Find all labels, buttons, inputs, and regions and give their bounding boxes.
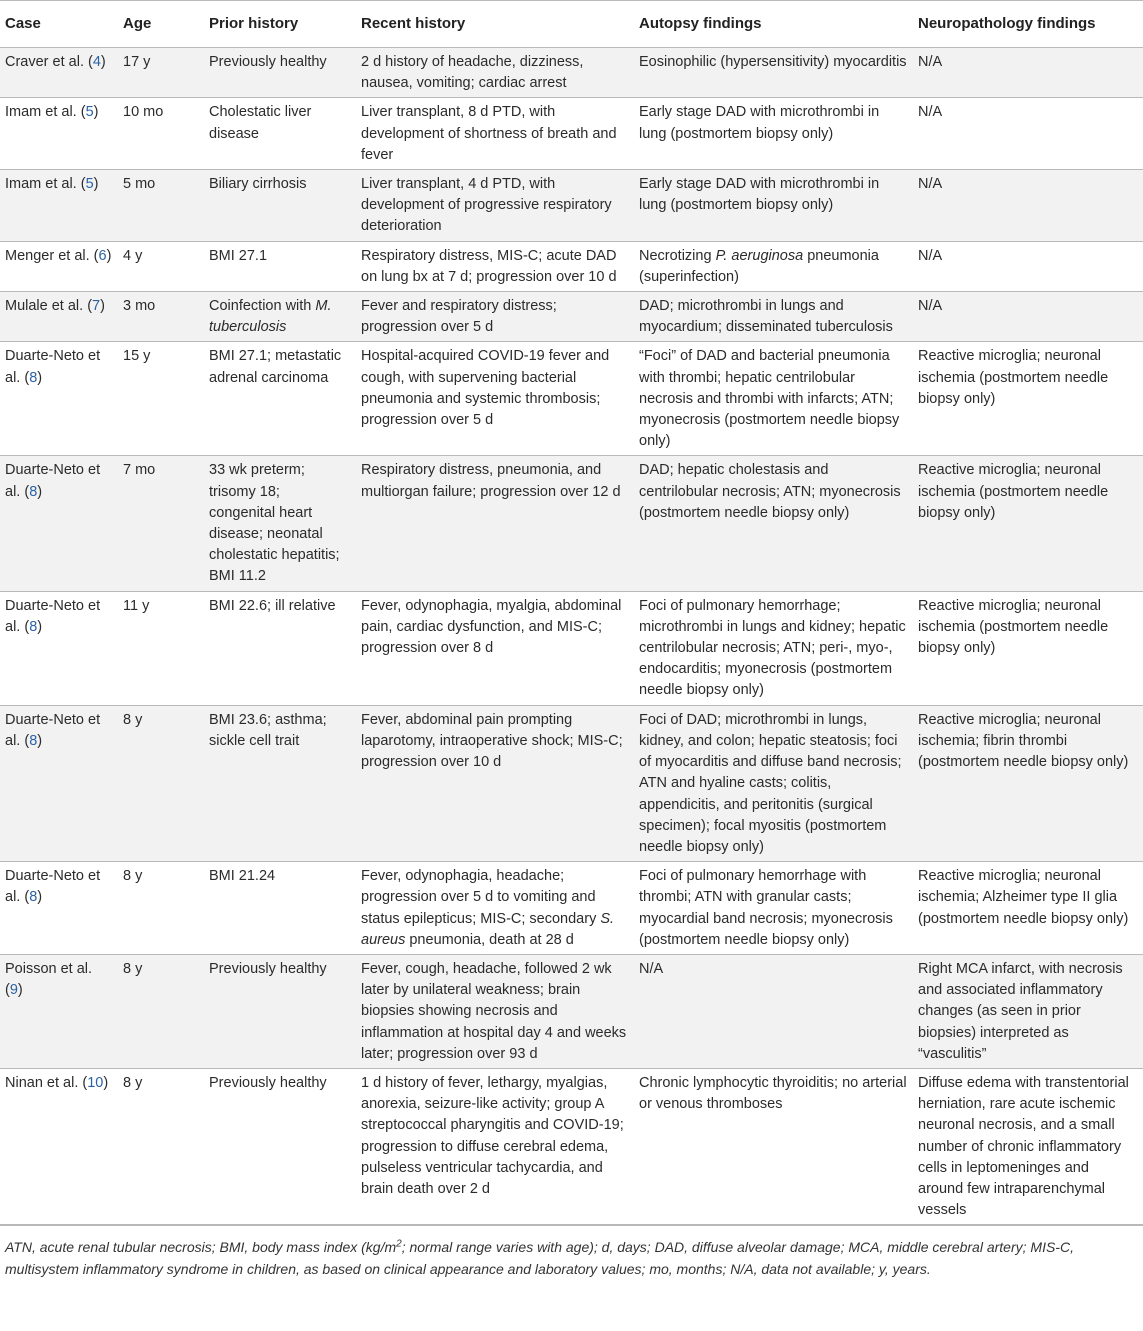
cell-case: Imam et al. (5) xyxy=(0,98,118,170)
reference-link[interactable]: 8 xyxy=(29,483,38,500)
cell-recent-history: Fever, odynophagia, myalgia, abdominal pain, cardiac dysfunction, and MIS-C; progression over 8 d xyxy=(356,591,634,705)
table-row xyxy=(0,98,1143,170)
table-row xyxy=(0,292,1143,342)
cell-case: Duarte-Neto et al. (8) xyxy=(0,862,118,955)
cell-prior-history: Previously healthy xyxy=(204,954,356,1068)
cell-recent-history-text-end: pneumonia, death at 28 d xyxy=(405,931,574,948)
cell-case: Duarte-Neto et al. (8) xyxy=(0,342,118,456)
cell-case: Duarte-Neto et al. (8) xyxy=(0,591,118,705)
reference-link[interactable]: 4 xyxy=(92,54,101,70)
cell-neuropathology-findings: N/A xyxy=(913,170,1143,242)
cell-prior-history-italic: M. tuberculosis xyxy=(209,298,332,336)
header-autopsy-findings: Autopsy findings xyxy=(634,1,913,48)
cell-age: 8 y xyxy=(118,862,204,955)
cell-neuropathology-findings: Reactive microglia; neuronal ischemia; Alzheimer type II glia (postmortem needle biopsy only) xyxy=(913,862,1143,955)
reference-link[interactable]: 10 xyxy=(87,1074,104,1091)
cell-case: Craver et al. (4) xyxy=(0,48,118,98)
cell-recent-history: Respiratory distress, pneumonia, and multiorgan failure; progression over 12 d xyxy=(356,456,634,591)
cell-prior-history: Previously healthy xyxy=(204,48,356,98)
case-author: Menger et al. xyxy=(5,247,90,264)
case-author: Duarte-Neto et al. xyxy=(5,597,101,635)
header-recent-history: Recent history xyxy=(356,1,634,48)
cell-prior-history: BMI 23.6; asthma; sickle cell trait xyxy=(204,705,356,861)
cell-prior-history: Biliary cirrhosis xyxy=(204,170,356,242)
cell-autopsy-findings: “Foci” of DAD and bacterial pneumonia with thrombi; hepatic centrilobular necrosis and thrombi with infarcts; ATN; myonecrosis (postmortem needle biopsy only) xyxy=(634,342,913,456)
cell-case: Menger et al. (6) xyxy=(0,241,118,291)
cell-neuropathology-findings: N/A xyxy=(913,292,1143,342)
reference-link[interactable]: 7 xyxy=(92,298,101,315)
reference-link[interactable]: 6 xyxy=(98,247,107,264)
cell-case: Ninan et al. (10) xyxy=(0,1068,118,1224)
cell-age: 3 mo xyxy=(118,292,204,342)
case-author: Imam et al. xyxy=(5,176,77,193)
cell-neuropathology-findings: N/A xyxy=(913,241,1143,291)
cell-age: 5 mo xyxy=(118,170,204,242)
case-author: Ninan et al. xyxy=(5,1074,79,1091)
cell-case: Mulale et al. (7) xyxy=(0,292,118,342)
cell-prior-history xyxy=(204,292,356,342)
reference-link[interactable]: 8 xyxy=(29,732,38,749)
cell-age: 4 y xyxy=(118,241,204,291)
cell-prior-history-text: Coinfection with xyxy=(209,298,316,315)
cell-recent-history: Fever and respiratory distress; progression over 5 d xyxy=(356,292,634,342)
cell-autopsy-findings: Foci of pulmonary hemorrhage; microthrombi in lungs and kidney; hepatic centrilobular necrosis; ATN; peri-, myo-, endocarditis; myonecrosis (postmortem needle biopsy only) xyxy=(634,591,913,705)
cell-case: Duarte-Neto et al. (8) xyxy=(0,456,118,591)
cell-autopsy-findings: Chronic lymphocytic thyroiditis; no arterial or venous thromboses xyxy=(634,1068,913,1224)
cell-autopsy-findings-text-end: pneumonia (superinfection) xyxy=(639,247,879,285)
cell-case: Imam et al. (5) xyxy=(0,170,118,242)
cell-recent-history: 1 d history of fever, lethargy, myalgias, anorexia, seizure-like activity; group A streptococcal pharyngitis and COVID-19; progression to diffuse cerebral edema, pulseless ventricular tachycardia, and brain death over 2 d xyxy=(356,1068,634,1224)
table-row xyxy=(0,1068,1143,1224)
case-author: Duarte-Neto et al. xyxy=(5,462,101,500)
footnote-text-end: ; normal range varies with age); d, days; DAD, diffuse alveolar damage; MCA, middle cerebral artery; MIS-C, multisystem inflammatory syndrome in children, as based on clinical appearance and laboratory values; mo, months; N/A, data not available; y, years. xyxy=(5,1239,1074,1278)
cell-autopsy-findings: DAD; hepatic cholestasis and centrilobular necrosis; ATN; myonecrosis (postmortem needle biopsy only) xyxy=(634,456,913,591)
cell-recent-history: Liver transplant, 4 d PTD, with development of progressive respiratory deterioration xyxy=(356,170,634,242)
case-author: Mulale et al. xyxy=(5,298,84,315)
cell-autopsy-findings xyxy=(634,241,913,291)
cell-age: 10 mo xyxy=(118,98,204,170)
table-row xyxy=(0,48,1143,98)
reference-link[interactable]: 5 xyxy=(85,176,94,193)
table-row xyxy=(0,591,1143,705)
table-footnote xyxy=(0,1225,1143,1280)
table-row xyxy=(0,954,1143,1068)
cell-age: 15 y xyxy=(118,342,204,456)
table-body xyxy=(0,48,1143,1225)
cell-age: 8 y xyxy=(118,954,204,1068)
table-row xyxy=(0,705,1143,861)
cell-recent-history: Hospital-acquired COVID-19 fever and cough, with supervening bacterial pneumonia and systemic thrombosis; progression over 5 d xyxy=(356,342,634,456)
cell-autopsy-findings: Early stage DAD with microthrombi in lung (postmortem biopsy only) xyxy=(634,98,913,170)
reference-link[interactable]: 8 xyxy=(29,618,38,635)
cell-prior-history: BMI 27.1; metastatic adrenal carcinoma xyxy=(204,342,356,456)
table-row xyxy=(0,862,1143,955)
cell-age: 8 y xyxy=(118,1068,204,1224)
cell-recent-history-italic: S. aureus xyxy=(361,910,615,948)
cell-autopsy-findings: DAD; microthrombi in lungs and myocardium; disseminated tuberculosis xyxy=(634,292,913,342)
cell-case: Duarte-Neto et al. (8) xyxy=(0,705,118,861)
reference-link[interactable]: 8 xyxy=(29,889,38,906)
cell-age: 7 mo xyxy=(118,456,204,591)
table-row xyxy=(0,241,1143,291)
header-prior-history: Prior history xyxy=(204,1,356,48)
cell-autopsy-findings: Early stage DAD with microthrombi in lung (postmortem biopsy only) xyxy=(634,170,913,242)
case-author: Poisson et al. xyxy=(5,960,93,977)
table-row xyxy=(0,456,1143,591)
cell-recent-history: Respiratory distress, MIS-C; acute DAD on lung bx at 7 d; progression over 10 d xyxy=(356,241,634,291)
cell-neuropathology-findings: Right MCA infarct, with necrosis and associated inflammatory changes (as seen in prior biopsies) interpreted as “vasculitis” xyxy=(913,954,1143,1068)
cell-neuropathology-findings: N/A xyxy=(913,98,1143,170)
cell-autopsy-findings-text: Necrotizing xyxy=(639,247,716,264)
cell-recent-history: Fever, abdominal pain prompting laparotomy, intraoperative shock; MIS-C; progression over 10 d xyxy=(356,705,634,861)
cell-prior-history: Previously healthy xyxy=(204,1068,356,1224)
cell-age: 8 y xyxy=(118,705,204,861)
cell-autopsy-findings: Foci of pulmonary hemorrhage with thrombi; ATN with granular casts; myocardial band necrosis; myonecrosis (postmortem needle biopsy only) xyxy=(634,862,913,955)
header-row xyxy=(0,1,1143,48)
table-row xyxy=(0,342,1143,456)
cell-recent-history xyxy=(356,862,634,955)
cell-neuropathology-findings: Diffuse edema with transtentorial herniation, rare acute ischemic neuronal necrosis, and a small number of chronic inflammatory cells in leptomeninges and around few intraparenchymal vessels xyxy=(913,1068,1143,1224)
cell-neuropathology-findings: Reactive microglia; neuronal ischemia; fibrin thrombi (postmortem needle biopsy only) xyxy=(913,705,1143,861)
header-neuropathology-findings: Neuropathology findings xyxy=(913,1,1143,48)
cell-prior-history: BMI 21.24 xyxy=(204,862,356,955)
case-author: Craver et al. xyxy=(5,54,84,70)
cell-neuropathology-findings: N/A xyxy=(913,48,1143,98)
cell-age: 11 y xyxy=(118,591,204,705)
header-age: Age xyxy=(118,1,204,48)
footnote-text-start: ATN, acute renal tubular necrosis; BMI, body mass index (kg/m xyxy=(5,1239,397,1256)
case-author: Imam et al. xyxy=(5,104,77,121)
cell-prior-history: 33 wk preterm; trisomy 18; congenital heart disease; neonatal cholestatic hepatitis; BMI 11.2 xyxy=(204,456,356,591)
cell-neuropathology-findings: Reactive microglia; neuronal ischemia (postmortem needle biopsy only) xyxy=(913,342,1143,456)
cell-autopsy-findings: Eosinophilic (hypersensitivity) myocarditis xyxy=(634,48,913,98)
cell-age: 17 y xyxy=(118,48,204,98)
cell-prior-history: Cholestatic liver disease xyxy=(204,98,356,170)
reference-link[interactable]: 9 xyxy=(9,982,18,999)
cell-autopsy-findings: Foci of DAD; microthrombi in lungs, kidney, and colon; hepatic steatosis; foci of myocarditis and diffuse band necrosis; ATN and hyaline casts; colitis, appendicitis, and peritonitis (surgical specimen); focal myositis (postmortem needle biopsy only) xyxy=(634,705,913,861)
cell-prior-history: BMI 27.1 xyxy=(204,241,356,291)
cell-recent-history: Fever, cough, headache, followed 2 wk later by unilateral weakness; brain biopsies showing necrosis and inflammation at hospital day 4 and weeks later; progression over 93 d xyxy=(356,954,634,1068)
case-author: Duarte-Neto et al. xyxy=(5,711,101,749)
cell-prior-history: BMI 22.6; ill relative xyxy=(204,591,356,705)
cell-neuropathology-findings: Reactive microglia; neuronal ischemia (postmortem needle biopsy only) xyxy=(913,456,1143,591)
case-author: Duarte-Neto et al. xyxy=(5,348,101,386)
table-header xyxy=(0,1,1143,48)
cell-recent-history-text: Fever, odynophagia, headache; progression over 5 d to vomiting and status epilepticus; MIS-C; secondary xyxy=(361,868,601,927)
cell-autopsy-findings: N/A xyxy=(634,954,913,1068)
reference-link[interactable]: 5 xyxy=(85,104,94,121)
table-row xyxy=(0,170,1143,242)
cell-recent-history: 2 d history of headache, dizziness, nausea, vomiting; cardiac arrest xyxy=(356,48,634,98)
cell-case: Poisson et al. (9) xyxy=(0,954,118,1068)
cell-recent-history: Liver transplant, 8 d PTD, with development of shortness of breath and fever xyxy=(356,98,634,170)
cell-neuropathology-findings: Reactive microglia; neuronal ischemia (postmortem needle biopsy only) xyxy=(913,591,1143,705)
footnote-superscript: 2 xyxy=(396,1238,402,1250)
cell-autopsy-findings-italic: P. aeruginosa xyxy=(715,247,804,264)
reference-link[interactable]: 8 xyxy=(29,369,38,386)
case-author: Duarte-Neto et al. xyxy=(5,868,101,906)
header-case: Case xyxy=(0,1,118,48)
